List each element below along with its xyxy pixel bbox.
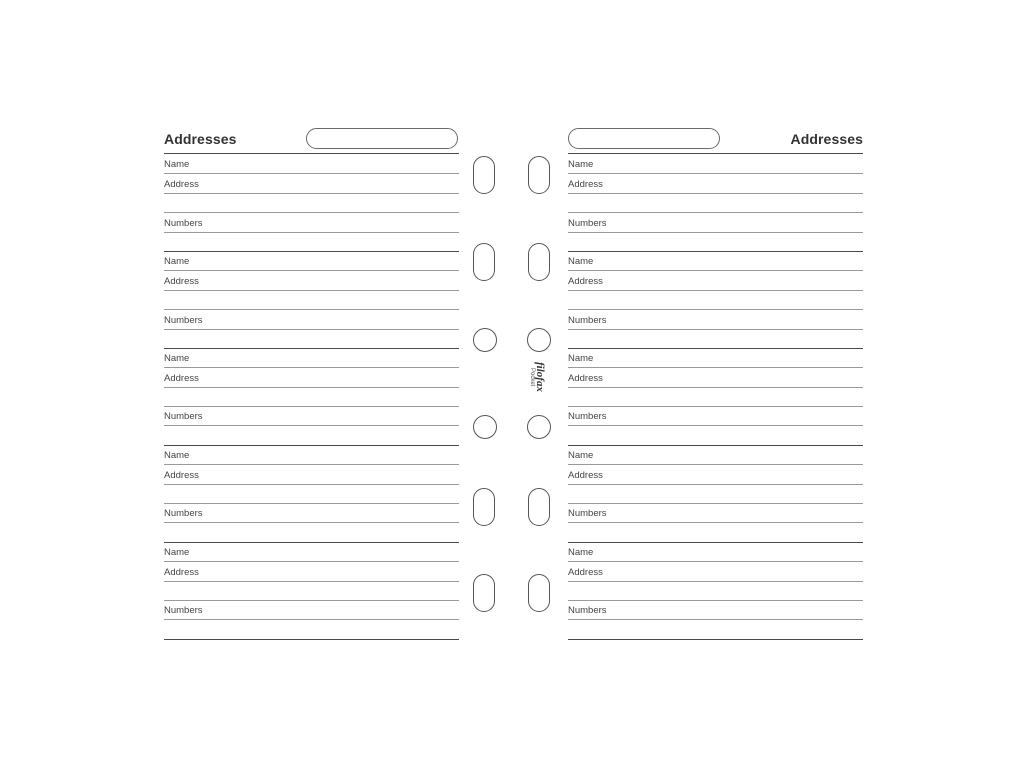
address-label: Address [164, 275, 199, 287]
left-page-title: Addresses [164, 131, 237, 147]
name-label: Name [164, 256, 190, 268]
binder-hole [528, 488, 550, 526]
numbers-label: Numbers [568, 508, 607, 520]
brand-name: filofax [534, 362, 546, 392]
address-entry [568, 155, 863, 252]
numbers-label: Numbers [164, 411, 203, 423]
numbers-label: Numbers [568, 314, 607, 326]
binder-hole [473, 243, 495, 281]
name-row [164, 252, 459, 271]
name-row [568, 155, 863, 174]
binder-hole [528, 243, 550, 281]
numbers-row [568, 407, 863, 426]
brand-size-label: Pocket [529, 368, 535, 387]
left-page-header [164, 0, 459, 155]
address-label: Address [568, 372, 603, 384]
numbers-label: Numbers [164, 605, 203, 617]
left-page-label-field [306, 128, 458, 149]
name-label: Name [568, 256, 594, 268]
left-page [164, 0, 459, 640]
blank-row [164, 620, 459, 639]
address-label: Address [568, 178, 603, 190]
numbers-row [164, 601, 459, 620]
address-entry [164, 252, 459, 349]
name-row [164, 349, 459, 368]
name-label: Name [568, 353, 594, 365]
address-entry [164, 543, 459, 640]
blank-row [568, 330, 863, 349]
address-entry [164, 349, 459, 446]
left-page-entries [164, 155, 459, 640]
numbers-row [164, 407, 459, 426]
address-row [164, 368, 459, 387]
name-label: Name [568, 547, 594, 559]
blank-row [568, 388, 863, 407]
blank-row [164, 582, 459, 601]
left-page-top-rule [164, 153, 459, 154]
right-page-entries [568, 155, 863, 640]
numbers-row [164, 504, 459, 523]
address-label: Address [568, 566, 603, 578]
name-label: Name [164, 353, 190, 365]
numbers-label: Numbers [164, 508, 203, 520]
address-label: Address [568, 275, 603, 287]
name-label: Name [568, 450, 594, 462]
blank-row [164, 485, 459, 504]
name-label: Name [164, 450, 190, 462]
name-row [568, 252, 863, 271]
address-label: Address [164, 566, 199, 578]
blank-row [568, 582, 863, 601]
numbers-label: Numbers [164, 314, 203, 326]
address-row [568, 368, 863, 387]
address-label: Address [164, 469, 199, 481]
address-row [568, 174, 863, 193]
right-page-top-rule [568, 153, 863, 154]
address-row [568, 562, 863, 581]
address-entry [164, 446, 459, 543]
numbers-row [164, 310, 459, 329]
name-row [568, 543, 863, 562]
blank-row [568, 233, 863, 252]
binder-hole [473, 574, 495, 612]
binder-hole [473, 488, 495, 526]
address-label: Address [164, 178, 199, 190]
name-row [164, 446, 459, 465]
binder-hole [528, 156, 550, 194]
name-row [568, 349, 863, 368]
address-row [164, 562, 459, 581]
blank-row [164, 233, 459, 252]
right-page-label-field [568, 128, 720, 149]
name-row [164, 155, 459, 174]
address-label: Address [164, 372, 199, 384]
right-page-title: Addresses [790, 131, 863, 147]
blank-row [568, 291, 863, 310]
numbers-label: Numbers [568, 217, 607, 229]
binder-hole [527, 328, 551, 352]
binder-hole [473, 415, 497, 439]
blank-row [568, 620, 863, 639]
numbers-row [568, 504, 863, 523]
binder-hole [528, 574, 550, 612]
numbers-row [568, 601, 863, 620]
blank-row [568, 485, 863, 504]
blank-row [164, 388, 459, 407]
address-row [568, 271, 863, 290]
blank-row [568, 194, 863, 213]
binder-hole [473, 156, 495, 194]
name-row [164, 543, 459, 562]
name-label: Name [164, 159, 190, 171]
name-label: Name [164, 547, 190, 559]
address-entry [568, 349, 863, 446]
blank-row [164, 330, 459, 349]
right-page-header [568, 0, 863, 155]
address-row [164, 465, 459, 484]
name-label: Name [568, 159, 594, 171]
address-entry [568, 543, 863, 640]
numbers-row [568, 310, 863, 329]
numbers-label: Numbers [164, 217, 203, 229]
blank-row [164, 194, 459, 213]
address-row [568, 465, 863, 484]
address-entry [164, 155, 459, 252]
name-row [568, 446, 863, 465]
numbers-row [568, 213, 863, 232]
right-page [568, 0, 863, 640]
brand-logo [526, 362, 550, 406]
binder-hole [473, 328, 497, 352]
numbers-label: Numbers [568, 605, 607, 617]
address-label: Address [568, 469, 603, 481]
blank-row [164, 426, 459, 445]
binder-hole [527, 415, 551, 439]
numbers-label: Numbers [568, 411, 607, 423]
blank-row [164, 523, 459, 542]
blank-row [568, 426, 863, 445]
address-entry [568, 446, 863, 543]
blank-row [164, 291, 459, 310]
blank-row [568, 523, 863, 542]
address-row [164, 271, 459, 290]
address-entry [568, 252, 863, 349]
numbers-row [164, 213, 459, 232]
address-row [164, 174, 459, 193]
